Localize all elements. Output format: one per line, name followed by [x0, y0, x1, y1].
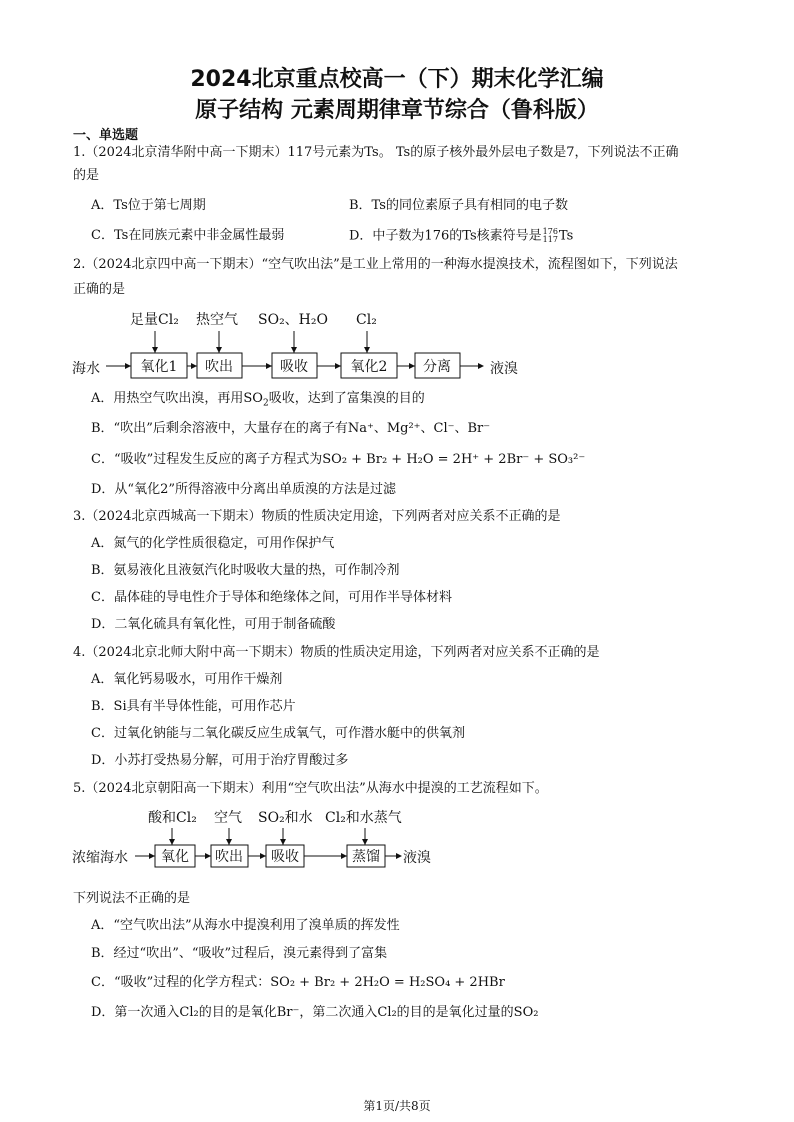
q5-input-2: 空气 — [214, 810, 242, 826]
q2-option-d: D．从“氧化2”所得溶液中分离出单质溴的方法是过滤 — [91, 482, 396, 497]
q3-stem: 3.（2024北京西城高一下期末）物质的性质决定用途，下列两者对应关系不正确的是 — [73, 509, 561, 524]
q5-option-a: A．“空气吹出法”从海水中提溴利用了溴单质的挥发性 — [91, 918, 400, 933]
q4-option-a: A．氧化钙易吸水，可用作干燥剂 — [91, 672, 283, 687]
q2-input-3: SO₂、H₂O — [258, 312, 328, 328]
page-footer: 第1页/共8页 — [363, 1099, 431, 1113]
q5-option-c — [91, 975, 505, 991]
q2-input-1: 足量Cl₂ — [130, 312, 179, 328]
q5-lead: 下列说法不正确的是 — [73, 891, 191, 906]
q2-start: 海水 — [72, 361, 100, 377]
document-subtitle: 原子结构 元素周期律章节综合（鲁科版） — [195, 98, 599, 123]
q2-option-c-text: C．“吸收”过程发生反应的离子方程式为 — [91, 452, 323, 467]
q5-input-4: Cl₂和水蒸气 — [325, 810, 402, 826]
q5-option-d: D．第一次通入Cl₂的目的是氧化Br⁻，第二次通入Cl₂的目的是氧化过量的SO₂ — [91, 1005, 539, 1020]
q5-option-b: B．经过“吹出”、“吸收”过程后，溴元素得到了富集 — [91, 946, 388, 961]
section-heading: 一、单选题 — [73, 128, 139, 143]
q2-option-c-equation: SO₂ + Br₂ + H₂O = 2H⁺ + 2Br⁻ + SO₃²⁻ — [322, 452, 586, 467]
q2-option-a-text: A．用热空气吹出溴，再用 — [91, 391, 244, 406]
q2-option-a-text-2: 吸收，达到了富集溴的目的 — [268, 391, 425, 406]
q4-option-b: B．Si具有半导体性能，可用作芯片 — [91, 699, 296, 714]
q1-option-c: C．Ts在同族元素中非金属性最弱 — [91, 228, 285, 243]
q1-mass-number: 176 — [542, 227, 558, 236]
q1-atomic-number: 117 — [542, 235, 558, 244]
q3-option-d: D．二氧化硫具有氧化性，可用于制备硫酸 — [91, 617, 336, 632]
q2-box-4-label: 氧化2 — [350, 359, 388, 375]
q2-input-2: 热空气 — [196, 312, 238, 328]
q2-stem-cont: 正确的是 — [73, 282, 126, 297]
q4-option-d: D．小苏打受热易分解，可用于治疗胃酸过多 — [91, 753, 349, 768]
q2-end: 液溴 — [490, 361, 518, 377]
q5-input-1: 酸和Cl₂ — [148, 810, 197, 826]
q2-box-2-label: 吹出 — [205, 359, 233, 375]
q1-option-d-text: D．中子数为176的Ts核素符号是 — [349, 228, 542, 244]
q3-option-c: C．晶体硅的导电性介于导体和绝缘体之间，可用作半导体材料 — [91, 590, 452, 605]
q2-box-3-label: 吸收 — [280, 359, 308, 375]
q2-option-a-formula: SO — [243, 391, 263, 406]
q5-end: 液溴 — [403, 850, 431, 866]
q5-box-3-label: 吸收 — [271, 849, 299, 865]
q5-option-c-text: C．“吸收”过程的化学方程式： — [91, 975, 271, 990]
q3-option-b: B．氨易液化且液氨汽化时吸收大量的热，可作制冷剂 — [91, 563, 400, 578]
q5-box-4-label: 蒸馏 — [352, 849, 380, 865]
q1-symbol: Ts — [558, 228, 574, 244]
q1-option-a: A．Ts位于第七周期 — [91, 198, 206, 213]
q5-start: 浓缩海水 — [72, 850, 128, 866]
q5-input-3: SO₂和水 — [258, 810, 313, 826]
q1-stem: 1.（2024北京清华附中高一下期末）117号元素为Ts。 Ts的原子核外最外层电子数是7，下列说法不正确 — [73, 145, 679, 160]
q2-box-1-label: 氧化1 — [140, 359, 178, 375]
q2-input-4: Cl₂ — [356, 312, 377, 328]
q3-option-a: A．氮气的化学性质很稳定，可用作保护气 — [91, 536, 335, 551]
q2-stem: 2.（2024北京四中高一下期末）“空气吹出法”是工业上常用的一种海水提溴技术，流程图如下，下列说法 — [73, 257, 678, 272]
q5-stem: 5.（2024北京朝阳高一下期末）利用“空气吹出法”从海水中提溴的工艺流程如下。 — [73, 781, 548, 796]
q2-option-b: B．“吹出”后剩余溶液中，大量存在的离子有Na⁺、Mg²⁺、Cl⁻、Br⁻ — [91, 421, 491, 436]
q1-option-b: B．Ts的同位素原子具有相同的电子数 — [349, 198, 568, 213]
q4-stem: 4.（2024北京北师大附中高一下期末）物质的性质决定用途，下列两者对应关系不正确的是 — [73, 645, 600, 660]
q2-box-5-label: 分离 — [423, 359, 451, 375]
q2-option-a-sub: 2 — [262, 398, 269, 409]
document-title: 2024北京重点校高一（下）期末化学汇编 — [190, 67, 604, 92]
q1-stem-cont: 的是 — [73, 168, 100, 183]
q5-box-2-label: 吹出 — [215, 849, 243, 865]
q4-option-c: C．过氧化钠能与二氧化碳反应生成氧气，可作潜水艇中的供氧剂 — [91, 726, 465, 741]
q5-box-1-label: 氧化 — [161, 849, 189, 865]
q5-option-c-equation: SO₂ + Br₂ + 2H₂O = H₂SO₄ + 2HBr — [270, 975, 505, 990]
